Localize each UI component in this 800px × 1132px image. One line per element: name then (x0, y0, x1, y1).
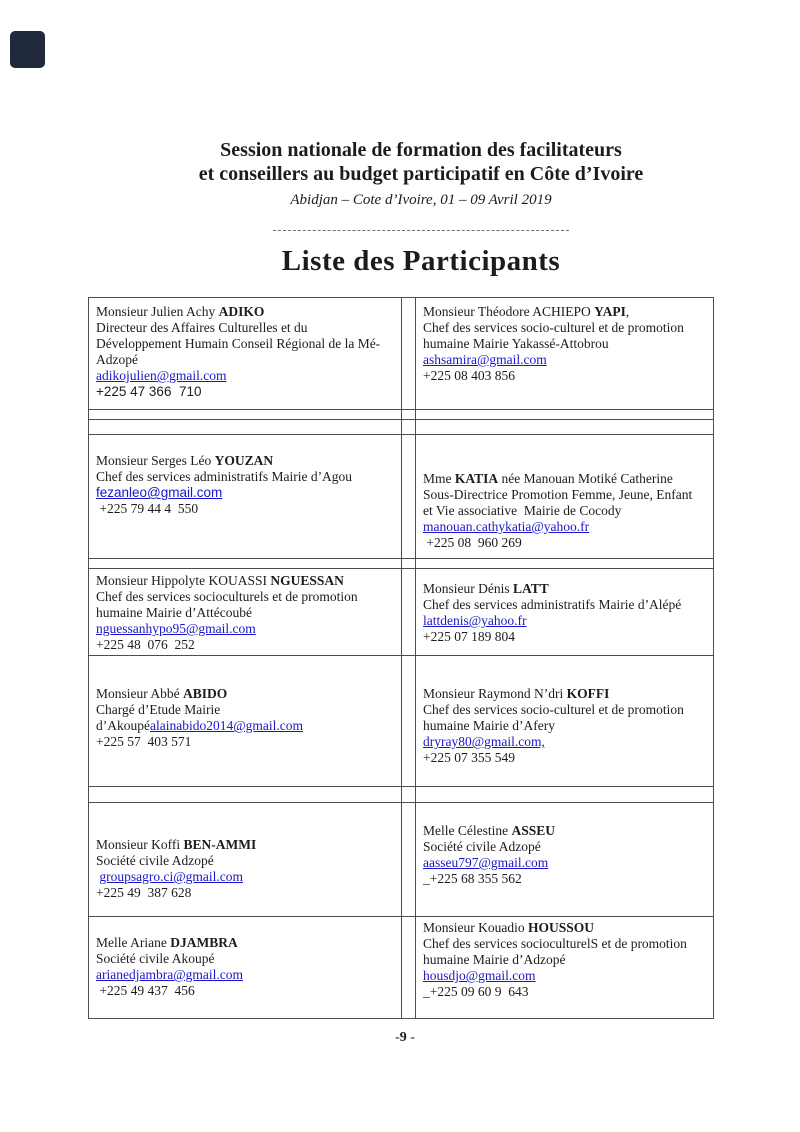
participant-name: Melle Ariane DJAMBRA (96, 935, 238, 950)
participant-name: Mme KATIA née Manouan Motiké Catherine (423, 471, 673, 486)
participant-cell-houssou (416, 917, 714, 1019)
event-location-date: Abidjan – Cote d’Ivoire, 01 – 09 Avril 2019 (290, 192, 552, 208)
participant-role: Chef des services socio-culturel et de promotion (423, 320, 684, 335)
participant-role: Directeur des Affaires Culturelles et du (96, 320, 308, 335)
corner-mark (10, 31, 45, 68)
participant-role: humaine Mairie Yakassé-Attobrou (423, 336, 609, 351)
table-row (89, 803, 714, 917)
participant-role: Chargé d’Etude Mairie (96, 702, 221, 717)
participant-cell-asseu (416, 803, 714, 917)
participant-cell-koffi (416, 656, 714, 787)
table-row (89, 298, 714, 410)
participant-email-link[interactable]: manouan.cathykatia@yahoo.fr (423, 519, 590, 534)
separator-row (89, 410, 714, 420)
table-gap-cell (402, 569, 416, 656)
participant-email-link[interactable]: groupsagro.ci@gmail.com (99, 869, 244, 884)
participant-role: Chef des services administratifs Mairie d’Alépé (423, 597, 682, 612)
participant-name: Monsieur Dénis LATT (423, 581, 549, 596)
participant-phone: +225 79 44 4 550 (96, 501, 199, 516)
participant-email-link[interactable]: aasseu797@gmail.com (423, 855, 549, 870)
participant-cell-abido (89, 656, 402, 787)
participant-name: Monsieur Raymond N’dri KOFFI (423, 686, 610, 701)
participant-email-link[interactable]: alainabido2014@gmail.com (150, 718, 304, 733)
table-gap-cell (402, 435, 416, 559)
participant-name: Monsieur Théodore ACHIEPO YAPI, (423, 304, 630, 319)
participant-cell-benammi (89, 803, 402, 917)
participant-phone: +225 48 076 252 (96, 637, 195, 652)
participant-phone: _+225 09 60 9 643 (423, 984, 529, 999)
table-row (89, 656, 714, 787)
participant-role: Sous-Directrice Promotion Femme, Jeune, Enfant (423, 487, 693, 502)
participant-email-link[interactable]: housdjo@gmail.com (423, 968, 536, 983)
participant-cell-youzan (89, 435, 402, 559)
participant-role: humaine Mairie d’Attécoubé (96, 605, 252, 620)
participant-name: Monsieur Julien Achy ADIKO (96, 304, 265, 319)
table-gap-cell (402, 298, 416, 410)
list-title: Liste des Participants (281, 245, 561, 277)
table-gap-cell (402, 803, 416, 917)
separator-row (89, 420, 714, 435)
participant-role: humaine Mairie d’Adzopé (423, 952, 566, 967)
participant-email-link[interactable]: fezanleo@gmail.com (96, 485, 223, 500)
page-title-line2: et conseillers au budget participatif en Côte d’Ivoire (198, 163, 644, 185)
participant-phone: +225 49 387 628 (96, 885, 192, 900)
participant-name: Monsieur Abbé ABIDO (96, 686, 228, 701)
participant-cell-nguessan (89, 569, 402, 656)
participant-name: Melle Célestine ASSEU (423, 823, 556, 838)
participant-phone: +225 49 437 456 (96, 983, 195, 998)
participant-role: Chef des services administratifs Mairie d’Agou (96, 469, 353, 484)
participant-role: Société civile Adzopé (96, 853, 214, 868)
table-row (89, 435, 714, 559)
participant-role: Société civile Adzopé (423, 839, 541, 854)
participant-name: Monsieur Kouadio HOUSSOU (423, 920, 595, 935)
participant-name: Monsieur Koffi BEN-AMMI (96, 837, 257, 852)
participant-role: Adzopé (96, 352, 138, 367)
table-row (89, 917, 714, 1019)
dashed-divider (273, 230, 569, 231)
table-gap-cell (402, 656, 416, 787)
participant-phone: +225 08 960 269 (423, 535, 522, 550)
participant-cell-yapi (416, 298, 714, 410)
participant-role: Développement Humain Conseil Régional de la Mé- (96, 336, 381, 351)
document-header (0, 138, 800, 278)
page-title-line1: Session nationale de formation des facilitateurs (220, 139, 622, 161)
participants-table (88, 297, 714, 1019)
participant-role: Société civile Akoupé (96, 951, 215, 966)
participant-phone: +225 08 403 856 (423, 368, 515, 383)
participant-role: Chef des services socioculturelS et de promotion (423, 936, 687, 951)
participant-phone: _+225 68 355 562 (423, 871, 522, 886)
participant-role: Chef des services socio-culturel et de promotion (423, 702, 684, 717)
participant-cell-adiko (89, 298, 402, 410)
participant-cell-katia (416, 435, 714, 559)
table-gap-cell (402, 917, 416, 1019)
participant-role: et Vie associative Mairie de Cocody (423, 503, 622, 518)
participant-email-link[interactable]: ashsamira@gmail.com (423, 352, 547, 367)
participant-cell-djambra (89, 917, 402, 1019)
participant-phone: +225 07 355 549 (423, 750, 515, 765)
separator-row (89, 559, 714, 569)
participant-email-link[interactable]: nguessanhypo95@gmail.com (96, 621, 256, 636)
participant-email-link[interactable]: dryray80@gmail.com, (423, 734, 545, 749)
page-number: -9 - (395, 1030, 415, 1045)
participant-name: Monsieur Hippolyte KOUASSI NGUESSAN (96, 573, 344, 588)
participant-email-link[interactable]: adikojulien@gmail.com (96, 368, 227, 383)
participant-phone: +225 57 403 571 (96, 734, 192, 749)
participant-email-link[interactable]: lattdenis@yahoo.fr (423, 613, 527, 628)
participant-cell-latt (416, 569, 714, 656)
participant-phone: +225 47 366 710 (96, 384, 202, 399)
participant-role: Chef des services socioculturels et de promotion (96, 589, 358, 604)
participant-role: d’Akoupéalainabido2014@gmail.com (96, 718, 304, 733)
participant-phone: +225 07 189 804 (423, 629, 515, 644)
table-row (89, 569, 714, 656)
separator-row (89, 787, 714, 803)
participant-role: humaine Mairie d’Afery (423, 718, 555, 733)
participant-email-link[interactable]: arianedjambra@gmail.com (96, 967, 243, 982)
participant-name: Monsieur Serges Léo YOUZAN (96, 453, 274, 468)
